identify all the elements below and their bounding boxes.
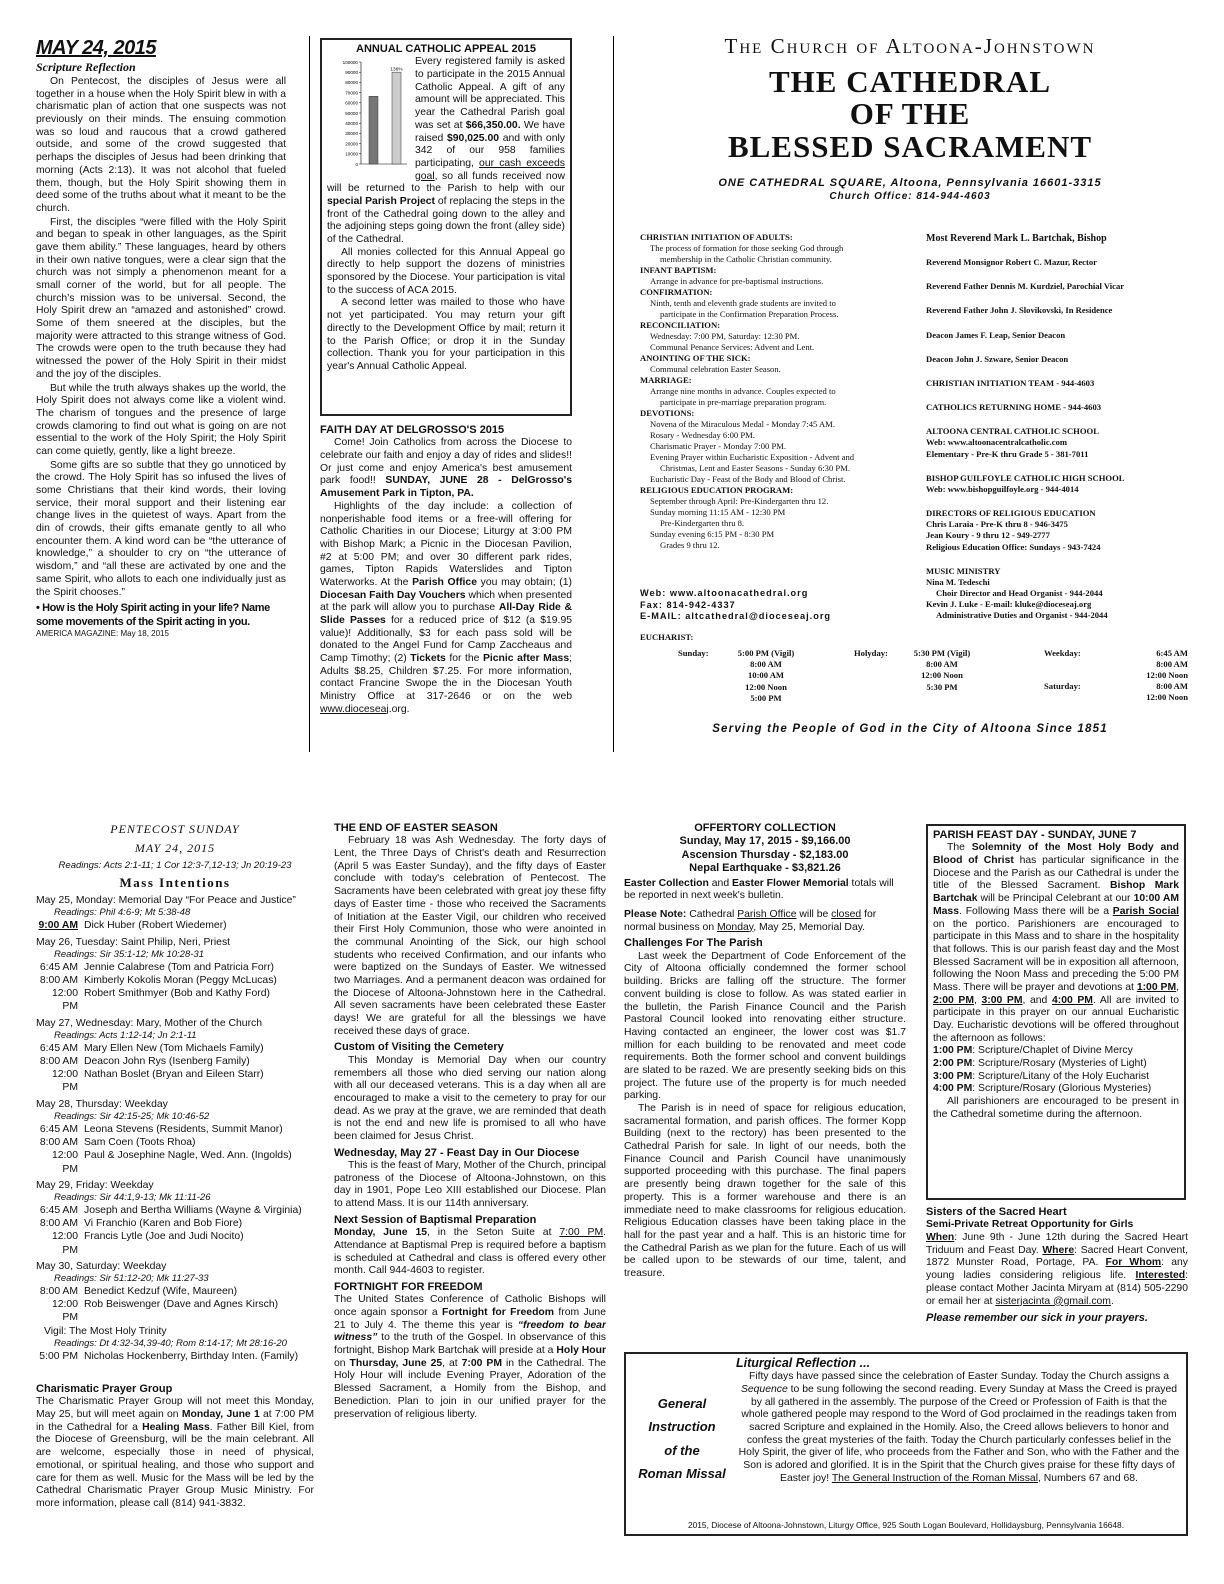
clergy-line: Deacon James F. Leap, Senior Deacon <box>926 329 1066 340</box>
challenges-paragraph: Last week the Department of Code Enforcement of the City of Altoona officially condemned the former school building. Bricks are falling off the structure. The former convent building is close to follow. As was stated earlier in the bulletin, the Parish Finance Council and the Parish Pastoral Council looked into renovating either structure. Having contacted an engineer, the lower cost was $1.7 million for each building to be renovated and meet code requirements. Both the former school and convent buildings are slated to be razed. We are presently seeking bids on this project. The future use of the property is for much needed parking. <box>624 950 906 1102</box>
sick-prayers-note: Please remember our sick in your prayers. <box>926 1312 1148 1325</box>
intention-row: 8:00 AM Deacon John Rys (Isenberg Family) <box>39 1056 250 1068</box>
intention-row: 6:45 AM Joseph and Bertha Williams (Wayne & Virginia) <box>39 1205 302 1216</box>
directory-line: The process of formation for those seeking God through <box>650 243 844 253</box>
directory-line: ANOINTING OF THE SICK: <box>640 353 751 363</box>
intention-row: 6:45 AM Leona Stevens (Residents, Summit Manor) <box>39 1123 283 1135</box>
faith-day-paragraph: Come! Join Catholics from across the Diocese to celebrate our faith and enjoy a day of rides and slides!! Or just come and enjoy America's best amusement park food!! SUNDAY, JUNE 28 - DelGrosso's Amusement Park in Tipton, PA. <box>320 437 572 500</box>
reflection-paragraph: On Pentecost, the disciples of Jesus were all together in a house when the Holy Spirit blew in with a charismatic plan of action that one suspects was not previously on their minds. The ensuing commotion was so loud and raucous that a crowd gathered outside, and some of the crowd suggested that perhaps the disciples of Jesus had been drinking that morning (Acts 2:13). It was not alcohol that fueled them, though, but the Holy Spirit showing them in deed some of the truths about what it meant to be the church. <box>36 76 286 214</box>
baptism-text: Monday, June 15, in the Seton Suite at 7:00 PM. Attendance at Baptismal Prep is required before a baptism is scheduled at Cathedral and class is offered every other month. Call 944-4603 to register. <box>334 1227 606 1277</box>
chart-tick-label: 100000 <box>342 60 358 66</box>
intention-row: 6:45 AM Jennie Calabrese (Tom and Patricia Forr) <box>39 961 274 973</box>
sisters-email-link[interactable]: sisterjacinta @gmail.com <box>995 1295 1111 1307</box>
intention-day: May 26, Tuesday: Saint Philip, Neri, Priest <box>36 936 231 948</box>
weekday-times: 6:45 AM 8:00 AM 12:00 Noon <box>1146 648 1188 681</box>
cathedral-address: ONE CATHEDRAL SQUARE, Altoona, Pennsylvania 16601-3315 <box>718 177 1102 190</box>
directory-line: Charismatic Prayer - Monday 7:00 PM. <box>650 441 787 451</box>
directory-line: Wednesday: 7:00 PM, Saturday: 12:30 PM. <box>650 331 800 341</box>
charismatic-text: The Charismatic Prayer Group will not meet this Monday, May 25, but will meet again on Monday, June 1 at 7:00 PM in the Cathedral for a Healing Mass. Father Bill Kiel, from the Diocese of Greensburg, will be the main celebrant. All are welcome, especially those in need of physical, emotional, or spiritual healing, and those who support and care for them as well. Music for the Mass will be led by the Cathedral Charismatic Prayer Group Music Ministry. For more information, please call (814) 941-3832. <box>36 1396 314 1509</box>
column-divider <box>309 36 310 752</box>
easter-collection-note: Easter Collection and Easter Flower Memorial totals will be reported in next week's bulletin. <box>624 877 894 902</box>
feastday-text: This is the feast of Mary, Mother of the Church, principal patroness of the Diocese of Altoona-Johnstown, on this day in 1901, Pope Leo XIII established our Diocese. Plan to attend Mass. It is our 114th anniversary. <box>334 1160 606 1210</box>
chart-tick-label: 0 <box>355 162 358 168</box>
chart-tick-label: 90000 <box>345 70 358 76</box>
vigil-label: Vigil: The Most Holy Trinity <box>44 1325 167 1337</box>
intention-row: 12:00 PM Paul & Josephine Nagle, Wed. Ann. (Ingolds) <box>51 1150 292 1175</box>
chart-tick-label: 20000 <box>345 141 358 147</box>
intention-day: May 28, Thursday: Weekday <box>36 1098 168 1110</box>
directory-line: Arrange in advance for pre-baptismal instructions. <box>650 276 824 286</box>
offertory-title: OFFERTORY COLLECTION <box>694 822 836 834</box>
sunday-times: 5:00 PM (Vigil) 8:00 AM 10:00 AM 12:00 Noon 5:00 PM <box>737 648 795 703</box>
directory-line: RECONCILIATION: <box>640 320 721 330</box>
parish-feast-closing: All parishioners are encouraged to be present in the Cathedral sometime during the afternoon. <box>933 1096 1179 1120</box>
clergy-line: CHRISTIAN INITIATION TEAM - 944-4603 <box>926 377 1095 388</box>
directory-line: Evening Prayer within Eucharistic Exposition - Advent and <box>650 452 855 462</box>
appeal-paragraph: A second letter was mailed to those who have not yet participated. You may return your gift directly to the Development Office by mail; return it to the Parish Office; or drop it in the Sunday collection. Thank you for your participation in this year's Annual Catholic Appeal. <box>327 297 565 372</box>
cathedral-header <box>630 34 1190 220</box>
chart-bar <box>392 73 401 165</box>
chart-tick-label: 40000 <box>345 121 358 127</box>
parish-feast-text: The Solemnity of the Most Holy Body and Blood of Christ has particular significance in the Diocese and the Parish as our Cathedral is under the title of the Blessed Sacrament. Bishop Mark Bartchak will be Principal Celebrant at our 10:00 AM Mass. Following Mass there will be a Parish Social on the portico. Parishioners are encouraged to participate in this Mass and to share in the hospitality that follows. This is our parish feast day and the Most Blessed Sacrament will be in exposition all afternoon, following the Noon Mass and preceding the 5:00 PM Mass. There will be prayer and devotions at 1:00 PM, 2:00 PM, 3:00 PM, and 4:00 PM. All are invited to participate in this prayer on our annual Eucharistic Day. Eucharistic devotions will be offered throughout the afternoon as follows: <box>933 842 1180 1044</box>
intention-row: 8:00 AM Vi Franchio (Karen and Bob Fiore) <box>39 1218 243 1230</box>
sisters-section <box>926 1206 1188 1346</box>
daily-readings: Readings: Sir 51:12-20; Mk 11:27-33 <box>54 1273 209 1285</box>
scripture-reflection <box>36 36 286 752</box>
church-office-phone: Church Office: 814-944-4603 <box>829 190 991 202</box>
cemetery-title: Custom of Visiting the Cemetery <box>334 1041 504 1054</box>
chart-tick-label: 60000 <box>345 101 358 107</box>
column-divider <box>613 36 614 752</box>
eucharist-label: EUCHARIST: <box>640 632 694 642</box>
daily-readings: Readings: Acts 1:12-14; Jn 2:1-11 <box>54 1029 197 1041</box>
reflection-paragraph: But while the truth always shakes up the world, the Holy Spirit does not always come like a violent wind. The charism of tongues and the presence of large crowds clamoring to find out what is going on are not essential to the work of the Holy Spirit; the Holy Spirit can come quietly, gently, like a light breeze. <box>36 382 286 457</box>
parish-feast-title: PARISH FEAST DAY - SUNDAY, JUNE 7 <box>933 829 1137 841</box>
chart-tick-label: 30000 <box>345 131 358 137</box>
fax-number: Fax: 814-942-4337 <box>640 599 736 610</box>
directory-line: Communal Penance Services: Advent and Lent. <box>650 342 815 352</box>
directory-line: Rosary - Wednesday 6:00 PM. <box>650 430 755 440</box>
reflection-source: AMERICA MAGAZINE: May 18, 2015 <box>36 629 169 639</box>
faith-day-section <box>320 424 572 754</box>
mass-intentions-column <box>36 822 314 1380</box>
directory-line: participate in pre-marriage preparation program. <box>660 397 827 407</box>
intention-row: 8:00 AM Benedict Kedzuf (Wife, Maureen) <box>39 1286 238 1298</box>
high-school-block: BISHOP GUILFOYLE CATHOLIC HIGH SCHOOL Web: www.bishopguilfoyle.org - 944-4014 <box>926 472 1125 494</box>
school-block: ALTOONA CENTRAL CATHOLIC SCHOOL Web: www.altoonacentralcatholic.com Elementary - Pre-K thru Grade 5 - 381-7011 <box>926 426 1099 459</box>
chart-bar <box>369 97 378 165</box>
clergy-line: Reverend Father Dennis M. Kurdziel, Parochial Vicar <box>926 281 1125 292</box>
girm-label: General Instruction of the Roman Missal <box>638 1396 726 1482</box>
reflection-paragraph: First, the disciples “were filled with the Holy Spirit and began to speak in other languages, as the Spirit gave them ability.” These languages, heard by others in their own native tongues, were a clear sign that the church was not simply a phenomenon meant for a small corner of the world, but for all people. The church’s mission was to be universal. Second, the Holy Spirit drew an “amazed and astonished” crowd. Some of them sneered at the disciples, but the majority were attracted to this strange witness of God. The crowds were open to the truth because they had witnessed the power of the Holy Spirit in their midst and the joy of the disciples. <box>36 216 286 380</box>
intentions-date: MAY 24, 2015 <box>134 841 216 856</box>
intention-row: 5:00 PM Nicholas Hockenberry, Birthday Inten. (Family) <box>39 1350 299 1362</box>
challenges-paragraph: The Parish is in need of space for religious education, sacramental formation, and parish offices. The former Kopp Building (next to the rectory) has been presented to the Cathedral Parish for sale. In light of our needs, both the Finance Council and Parish Council have unanimously supported proceeding with this purchase. The final papers are presently being drawn together for the sale of this property. This is a former warehouse and there is an immediate need to make classrooms for religious education. Religious Education classes have been taking place in the hall for the past year and a half. This is an historic time for the Cathedral Parish as we plan for the future. Each of us will be called upon to be stewards of our time, talent, and treasure. <box>624 1103 906 1279</box>
daily-readings: Readings: Dt 4:32-34,39-40; Rom 8:14-17; Mt 28:16-20 <box>54 1337 287 1349</box>
reflection-question: • How is the Holy Spirit acting in your life? Name some movements of the Spirit acting in you. <box>36 602 270 628</box>
daily-readings: Readings: Sir 35:1-12; Mk 10:28-31 <box>54 948 204 960</box>
intention-row: 9:00 AM Dick Huber (Robert Wiedemer) <box>38 920 227 932</box>
liturgical-day: PENTECOST SUNDAY <box>110 822 240 836</box>
freedom-text: The United States Conference of Catholic Bishops will once again sponsor a Fortnight for Freedom from June 21 to July 4. The theme this year is “freedom to bear witness” to the truth of the Gospel. In observance of this fortnight, Bishop Mark Bartchak will preside at a Holy Hour on Thursday, June 25, at 7:00 PM in the Cathedral. The Holy Hour will include Evening Prayer, Adoration of the Blessed Sacrament, a Homily from the Bishop, and Benediction. Plan to join in our unified prayer for the preservation of religious liberty. <box>334 1294 606 1420</box>
eucharist-schedule <box>640 632 1196 712</box>
bishop-name: Most Reverend Mark L. Bartchak, Bishop <box>926 233 1107 244</box>
clergy-directory <box>926 232 1196 630</box>
intention-row: 12:00 PM Nathan Boslet (Bryan and Eileen Starr) <box>51 1069 264 1094</box>
directory-line: September through April: Pre-Kindergarten thru 12. <box>650 496 829 506</box>
intention-day: May 30, Saturday: Weekday <box>36 1260 167 1272</box>
daily-readings: Readings: Sir 44:1,9-13; Mk 11:11-26 <box>54 1191 211 1203</box>
clergy-line: Reverend Father John J. Slovikovski, In Residence <box>926 305 1113 316</box>
intention-day: May 29, Friday: Weekday <box>36 1179 154 1191</box>
directory-line: DEVOTIONS: <box>640 408 695 418</box>
saturday-times: 8:00 AM 12:00 Noon <box>1146 681 1188 703</box>
directory-line: MARRIAGE: <box>640 375 692 385</box>
office-closed-note: Please Note: Cathedral Parish Office will be closed for normal business on Monday, May 25, Memorial Day. <box>624 909 877 933</box>
offertory-line: Sunday, May 17, 2015 - $9,166.00 <box>679 835 851 848</box>
reflection-paragraph: Some gifts are so subtle that they go unnoticed by the crowd. The Holy Spirit has so infused the lives of some Christians that their kind words, their loving service, their moral support and their listening ear change lives in the quietest of ways. Apart from the din of crowds, their gifts emanate gently to all who encounter them. A kind word can be “the utterance of knowledge,” a shoulder to cry on “the utterance of wisdom,” and “all these are activated by one and the same Spirit, who allots to each one individually just as the Spirit chooses.” <box>36 459 286 598</box>
directory-line: Arrange nine months in advance. Couples expected to <box>650 386 836 396</box>
freedom-title: FORTNIGHT FOR FREEDOM <box>334 1280 483 1293</box>
sunday-label: Sunday: <box>678 648 709 658</box>
diocese-web-link[interactable]: www.dioceseaj <box>320 703 389 715</box>
liturgical-reflection-text: Liturgical Reflection ... Fifty days have passed since the celebration of Easter Sunday. Today the Church assigns a Sequence to be sung following the second reading. Every Sunday at Mass the Creed is prayed by all gathered in the assembly. The purpose of the Creed or Profession of Faith is that the whole gathered people may respond to the Word of God proclaimed in the readings taken from sacred Scripture and explained in the Homily. Also, the Creed allows believers to honor and confess the great mysteries of the faith. Today the Church particularly confesses belief in the Holy Spirit, the giver of life, who proceeds from the Father and Son, who with the Father and the Son is adored and glorified. It is in the Spirit that the Church gives praise for these fifty days of Easter joy! The General Instruction of the Roman Missal, Numbers 67 and 68. <box>736 1356 1182 1520</box>
challenges-title: Challenges For The Parish <box>624 937 763 950</box>
baptism-title: Next Session of Baptismal Preparation <box>334 1213 537 1226</box>
intentions-list <box>36 894 314 1363</box>
chart-tick-label: 50000 <box>345 111 358 117</box>
weekday-label: Weekday: <box>1044 648 1081 658</box>
directory-line: Sunday evening 6:15 PM - 8:30 PM <box>650 529 775 539</box>
feastday-title: Wednesday, May 27 - Feast Day in Our Diocese <box>334 1146 580 1159</box>
easter-title: THE END OF EASTER SEASON <box>334 822 498 834</box>
intention-row: 12:00 PM Francis Lytle (Joe and Judi Nocito) <box>51 1231 244 1256</box>
faith-day-paragraph: Highlights of the day include: a collection of nonperishable food items or a free-will offering for Catholic Charities in our Diocese; Liturgy at 3:00 PM with Bishop Mark; a Picnic in the Diocesan Pavilion, #2 at 5:00 PM; and over 30 different park rides, games, Tipton Rapids Waterslides and Tipton Waterworks. At the Parish Office you may obtain; (1) Diocesan Faith Day Vouchers which when presented at the park will allow you to purchase All-Day Ride & Slide Passes for a reduced price of $12 (a $19.95 value)! Additionally, $3 for each pass sold will be donated to the Angel Fund for Camp Zaccheaus and Camp Timothy; (2) Tickets for the Picnic after Mass; Adults $8.25, Children $7.25. For more information, contact Francine Swope the in the Diocesan Youth Ministry Office at 317-2646 or on the web www.dioceseaj.org. <box>320 500 572 715</box>
sisters-title: Sisters of the Sacred Heart <box>926 1206 1067 1218</box>
directory-line: Christmas, Lent and Easter Seasons - Sunday 6:30 PM. <box>660 463 850 473</box>
appeal-paragraph: Every registered family is asked to participate in the 2015 Annual Catholic Appeal. A gift of any amount will be appreciated. This year the Cathedral Parish goal was set at $66,350.00. We have raised $90,025.00 and with only 342 of our 958 families participating, our cash exceeds goal, so all funds received now will be returned to the Parish to help with our special Parish Project of replacing the steps in the front of the Cathedral going down to the alley and the adjoining steps going down the front (alley side) of the Cathedral. <box>327 56 565 246</box>
email-address[interactable]: E-MAIL: altcathedral@dioceseaj.org <box>640 611 832 621</box>
bulletin-date: MAY 24, 2015 <box>36 37 157 59</box>
intention-row: 8:00 AM Sam Coen (Toots Rhoa) <box>39 1137 196 1149</box>
intention-day: May 25, Monday: Memorial Day “For Peace and Justice” <box>36 895 296 907</box>
daily-readings: Readings: Sir 42:15-25; Mk 10:46-52 <box>54 1110 210 1122</box>
clergy-line: Deacon John J. Szware, Senior Deacon <box>926 353 1069 364</box>
directory-line: Sunday morning 11:15 AM - 12:30 PM <box>650 507 786 517</box>
dre-block: DIRECTORS OF RELIGIOUS EDUCATION Chris Laraia - Pre-K thru 8 - 946-3475 Jean Koury - 9 thru 12 - 949-2777 Religious Education Office: Sundays - 943-7424 <box>926 508 1101 552</box>
annual-appeal-box <box>320 38 572 416</box>
sacraments-directory <box>640 232 920 582</box>
contact-block <box>640 588 920 632</box>
charismatic-title: Charismatic Prayer Group <box>36 1383 173 1395</box>
liturgy-office-footer: 2015, Diocese of Altoona-Johnstown, Liturgy Office, 925 South Logan Boulevard, Hollidaysburg, Pennsylvania 16648. <box>687 1520 1125 1530</box>
clergy-line: Reverend Monsignor Robert C. Mazur, Rector <box>926 257 1097 267</box>
chart-tick-label: 70000 <box>345 90 358 96</box>
scripture-heading: Scripture Reflection <box>36 60 136 75</box>
easter-text: February 18 was Ash Wednesday. The forty days of Lent, the Three Days of Christ's death and Resurrection (April 5 was Easter Sunday), and the fifty days of Easter conclude with today's celebration of Pentecost. The Sacraments have been celebrated with great joy these fifty days of Easter time - those who received the Sacraments of Initiation at the Easter Vigil, our children who received their First Holy Communion, those who were anointed in the communal Anointing of the Sick, our high school students who received Confirmation, and our infants who were baptized on the Sundays of Easter. We witnessed two Marriages. And a permanent deacon was ordained for the Diocese of Altoona-Johnstown here in the Cathedral. All seven sacraments have been celebrated these Easter days! We are grateful for all the blessings we have received these days of grace. <box>334 835 606 1037</box>
directory-line: CHRISTIAN INITIATION OF ADULTS: <box>640 232 793 242</box>
liturgical-title: Liturgical Reflection ... <box>736 1356 871 1370</box>
appeal-bar-chart <box>327 58 409 170</box>
faith-day-title: FAITH DAY AT DELGROSSO'S 2015 <box>320 424 505 436</box>
directory-line: RELIGIOUS EDUCATION PROGRAM: <box>640 485 794 495</box>
liturgical-reflection-box <box>624 1352 1188 1536</box>
intention-row: 12:00 PM Robert Smithmyer (Bob and Kathy Ford) <box>51 988 270 1013</box>
cemetery-text: This Monday is Memorial Day when our country remembers all those who died serving our nation along with all our deceased veterans. This is a day when all are encouraged to make a visit to the cemetery to pray for our dead. As we pray at the grave, we are reminded that death is not the end and new life is promised to all who have been claimed for Jesus Christ. <box>334 1054 606 1142</box>
mass-intentions-heading: Mass Intentions <box>119 874 231 890</box>
music-ministry-block: MUSIC MINISTRY Nina M. Tedeschi Choir Director and Head Organist - 944-2044 Kevin J. Luke - E-mail: kluke@dioceseaj.org Administrative Duties and Organist - 944-2044 <box>926 565 1108 621</box>
directory-line: Grades 9 thru 12. <box>660 540 720 550</box>
parish-feast-box <box>926 824 1186 1200</box>
cathedral-title: THE CATHEDRAL OF THE BLESSED SACRAMENT <box>727 63 1093 164</box>
serving-tagline: Serving the People of God in the City of Altoona Since 1851 <box>712 723 1108 735</box>
offertory-line: Nepal Earthquake - $3,821.26 <box>689 862 841 875</box>
holyday-times: 5:30 PM (Vigil) 8:00 AM 12:00 Noon 5:30 PM <box>913 648 971 692</box>
middle-left-column <box>334 822 606 1542</box>
directory-line: membership in the Catholic Christian community. <box>660 254 832 264</box>
saturday-label: Saturday: <box>1044 681 1081 691</box>
devotion-schedule: 1:00 PM: Scripture/Chaplet of Divine Mercy 2:00 PM: Scripture/Rosary (Mysteries of Light) 3:00 PM: Scripture/Litany of the Holy Eucharist 4:00 PM: Scripture/Rosary (Glorious Mysteries) <box>933 1045 1152 1095</box>
intention-row: 8:00 AM Kimberly Kokolis Moran (Peggy McLucas) <box>39 974 277 986</box>
directory-line: Ninth, tenth and eleventh grade students are invited to <box>650 298 836 308</box>
directory-line: CONFIRMATION: <box>640 287 713 297</box>
charismatic-section <box>36 1380 314 1540</box>
offertory-line: Ascension Thursday - $2,183.00 <box>681 848 849 861</box>
intention-row: 6:45 AM Mary Ellen New (Tom Michaels Family) <box>39 1042 264 1054</box>
sisters-text: When: June 9th - June 12th during the Sacred Heart Triduum and Feast Day. Where: Sacred Heart Convent, 1872 Munster Road, Portage, PA. For Whom: any young ladies considering religious life. Interested: please contact Mother Jacinta Miryam at (814) 505-2290 or email her at sisterjacinta @gmail.com. <box>926 1232 1188 1307</box>
appeal-title: ANNUAL CATHOLIC APPEAL 2015 <box>356 43 536 55</box>
directory-line: INFANT BAPTISM: <box>640 265 717 275</box>
holyday-label: Holyday: <box>854 648 888 658</box>
chart-tick-label: 10000 <box>345 152 358 158</box>
directory-line: Eucharistic Day - Feast of the Body and Blood of Christ. <box>650 474 846 484</box>
sisters-subtitle: Semi-Private Retreat Opportunity for Girls <box>926 1219 1134 1231</box>
directory-line: Novena of the Miraculous Medal - Monday 7:45 AM. <box>650 419 835 429</box>
chart-tick-label: 80000 <box>345 80 358 86</box>
clergy-line: CATHOLICS RETURNING HOME - 944-4603 <box>926 402 1102 413</box>
sunday-readings: Readings: Acts 2:1-11; 1 Cor 12:3-7,12-13; Jn 20:19-23 <box>58 860 292 872</box>
appeal-paragraph: All monies collected for this Annual Appeal go directly to help support the dozens of ministries sponsored by the Diocese. Your participation is vital to the success of ACA 2015. <box>327 246 565 296</box>
directory-line: participate in the Confirmation Preparation Process. <box>660 309 839 319</box>
chart-data-label: 136% <box>390 68 403 74</box>
intention-row: 12:00 PM Rob Beiswenger (Dave and Agnes Kirsch) <box>51 1299 279 1324</box>
directory-line: Communal celebration Easter Season. <box>650 364 781 374</box>
church-name: The Church of Altoona-Johnstown <box>724 34 1096 58</box>
website[interactable]: Web: www.altoonacathedral.org <box>640 588 809 598</box>
directory-line: Pre-Kindergarten thru 8. <box>660 518 745 528</box>
daily-readings: Readings: Phil 4:6-9; Mt 5:38-48 <box>54 907 191 919</box>
intention-day: May 27, Wednesday: Mary, Mother of the Church <box>36 1017 263 1029</box>
middle-right-column <box>624 822 906 1348</box>
